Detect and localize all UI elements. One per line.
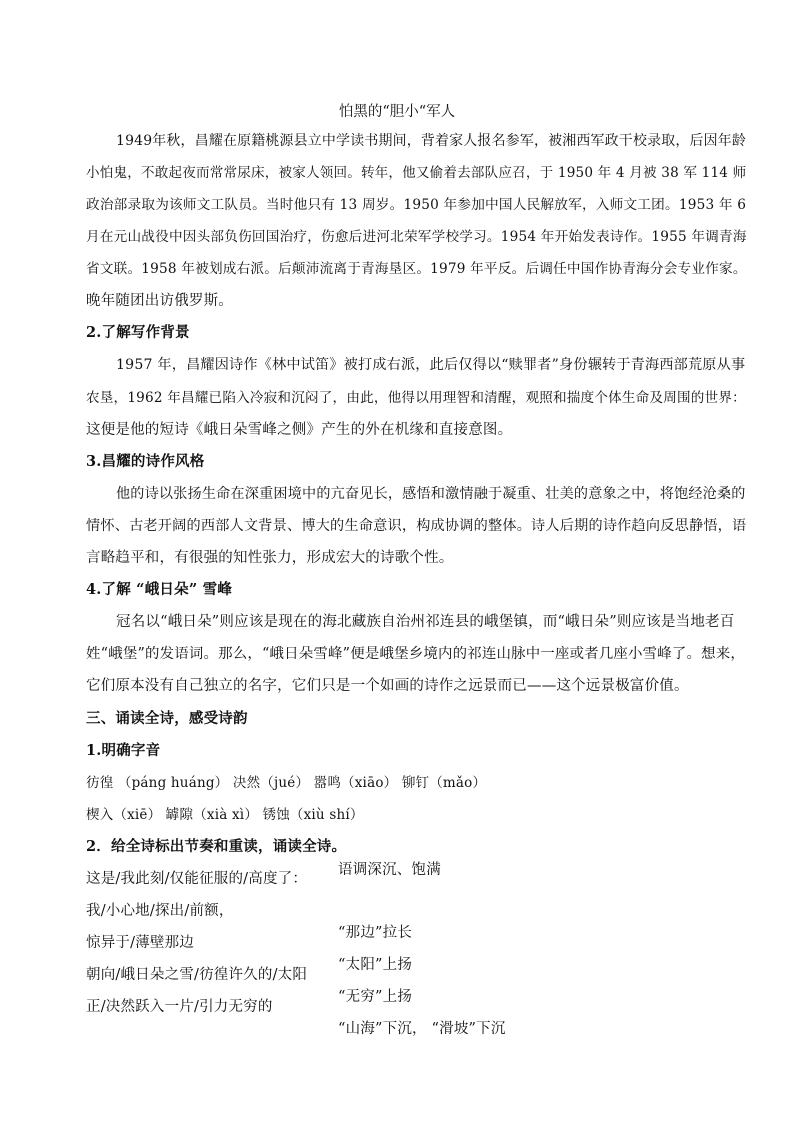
poem-line-1: 这是/我此刻/仅能征服的/高度了： xyxy=(86,871,308,887)
bio-line-6: 晚年随团出访俄罗斯。 xyxy=(86,293,233,309)
section-heading-style: 3.昌耀的诗作风格 xyxy=(86,453,205,470)
poem-line-4: 朝向/峨日朵之雪/彷徨许久的/太阳 xyxy=(86,967,308,983)
bio-line-2: 小怕鬼，不敢起夜而常常尿床，被家人领回。转年，他又偷着去部队应召，于 1950 年 4 月被 38 军 114 师 xyxy=(86,165,747,181)
poem-line-2: 我/小心地/探出/前额， xyxy=(86,903,234,919)
peak-line-3: 它们原本没有自己独立的名字，它们只是一个如画的诗作之远景而已——这个远景极富价值。 xyxy=(86,678,689,694)
subheading-pronunciation: 1.明确字音 xyxy=(86,742,161,759)
pinyin-line-2: 楔入（xiē） 罅隙（xià xì） 锈蚀（xiù shí） xyxy=(86,807,364,823)
poem-line-3: 惊异于/薄壁那边 xyxy=(86,935,194,951)
subheading-rhythm: 2．给全诗标出节奏和重读，诵读全诗。 xyxy=(86,838,347,855)
doc-title: 怕黑的“胆小“军人 xyxy=(338,104,456,120)
note-nabian: “那边”拉长 xyxy=(338,925,413,941)
note-taiyang: “太阳”上扬 xyxy=(338,957,413,973)
note-wuqiong: “无穷”上扬 xyxy=(338,989,413,1005)
background-line-2: 农垦，1962 年昌耀已陷入冷寂和沉闷了，由此，他得以用理智和清醒，观照和揣度个体生命及周围的世界： xyxy=(86,390,746,406)
style-line-1: 他的诗以张扬生命在深重困境中的亢奋见长，感悟和激情融于凝重、壮美的意象之中，将饱经沧桑的 xyxy=(116,486,746,502)
note-tone: 语调深沉、饱满 xyxy=(338,862,441,878)
note-shanhai: “山海”下沉， “滑坡”下沉 xyxy=(338,1021,506,1037)
background-line-1: 1957 年，昌耀因诗作《林中试笛》被打成右派，此后仅得以“赎罪者”身份辗转于青海西部荒原从事 xyxy=(116,357,746,373)
style-line-2: 情怀、古老开阔的西部人文背景、博大的生命意识，构成协调的整体。诗人后期的诗作趋向反思静悟，语 xyxy=(86,518,747,534)
peak-line-2: 姓“峨堡”的发语词。那么，“峨日朵雪峰”便是峨堡乡境内的祁连山脉中一座或者几座小雪峰了。想来， xyxy=(86,646,746,662)
bio-line-5: 省文联。1958 年被划成右派。后颠沛流离于青海垦区。1979 年平反。后调任中国作协青海分会专业作家。 xyxy=(86,261,747,277)
bio-line-1: 1949年秋，昌耀在原籍桃源县立中学读书期间，背着家人报名参军，被湘西军政干校录取，后因年龄 xyxy=(116,133,747,149)
style-line-3: 言略趋平和，有很强的知性张力，形成宏大的诗歌个性。 xyxy=(86,550,454,566)
pinyin-line-1: 彷徨 （páng huáng） 决然（jué） 嚣鸣（xiāo） 铆钉（mǎo） xyxy=(86,775,487,791)
bio-line-4: 月在元山战役中因头部负伤回国治疗，伤愈后进河北荣军学校学习。1954 年开始发表诗作。1955 年调青海 xyxy=(86,229,747,245)
poem-line-5: 正/决然跃入一片/引力无穷的 xyxy=(86,999,273,1015)
section-heading-background: 2.了解写作背景 xyxy=(86,324,190,341)
section-heading-peak: 4.了解 “峨日朵” 雪峰 xyxy=(86,581,233,598)
bio-line-3: 政治部录取为该师文工队员。当时他只有 13 周岁。1950 年参加中国人民解放军，入师文工团。1953 年 6 xyxy=(86,197,747,213)
background-line-3: 这便是他的短诗《峨日朵雪峰之侧》产生的外在机缘和直接意图。 xyxy=(86,422,513,438)
peak-line-1: 冠名以“峨日朵”则应该是现在的海北藏族自治州祁连县的峨堡镇，而“峨日朵”则应该是当地老百 xyxy=(116,614,735,630)
part-heading-recite: 三、诵读全诗，感受诗韵 xyxy=(86,710,248,727)
